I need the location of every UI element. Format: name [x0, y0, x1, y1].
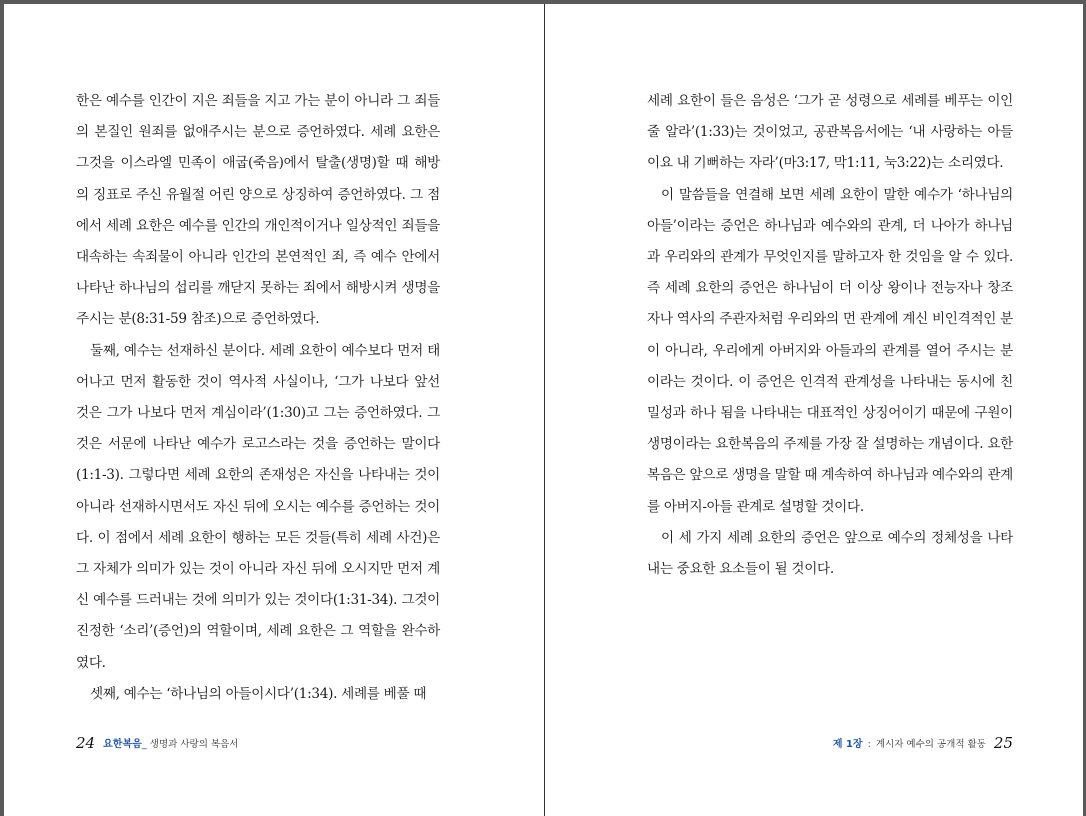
left-page: [4, 4, 544, 816]
paragraph: 세례 요한이 들은 음성은 ‘그가 곧 성령으로 세례를 베푸는 이인 줄 알라’(1:33)는 것이었고, 공관복음서에는 ‘내 사랑하는 아들이요 내 기뻐하는 자라’(마3:17, 막1:11, 눅3:22)는 소리였다.: [647, 93, 1013, 172]
right-page-footer: [833, 734, 1013, 752]
paragraph: 셋째, 예수는 ‘하나님의 아들이시다’(1:34). 세례를 베풀 때: [90, 685, 427, 702]
running-head-book-title: 요한복음: [103, 739, 142, 750]
left-page-body: [76, 86, 440, 710]
running-head-chapter-title: 계시자 예수의 공개적 활동: [875, 739, 986, 750]
paragraph: 둘째, 예수는 선재하신 분이다. 세례 요한이 예수보다 먼저 태어나고 먼저 활동한 것이 역사적 사실이나, ‘그가 나보다 앞선 것은 그가 나보다 먼저 계심이라’(1:30)고 그는 증언하였다. 그것은 서문에 나타난 예수가 로고스라는 것을 증언하는 말이다(1:1-3). 그렇다면 세례 요한의 존재성은 자신을 나타내는 것이 아니라 선재하시면서도 자신 뒤에 오시는 예수를 증언하는 것이다. 이 점에서 세례 요한이 행하는 모든 것들(특히 세례 사건)은 그 자체가 의미가 있는 것이 아니라 자신 뒤에 오시지만 먼저 계신 예수를 드러내는 것에 의미가 있는 것이다(1:31-34). 그것이 진정한 ‘소리’(증언)의 역할이며, 세례 요한은 그 역할을 완수하였다.: [76, 342, 440, 671]
page-number: 25: [993, 734, 1013, 752]
paragraph: 이 말씀들을 연결해 보면 세례 요한이 말한 예수가 ‘하나님의 아들’이라는 증언은 하나님과 예수와의 관계, 더 나아가 하나님과 우리와의 관계가 무엇인지를 말하고자 한 것임을 알 수 있다. 즉 세례 요한의 증언은 하나님이 더 이상 왕이나 전능자나 창조자나 역사의 주관자처럼 우리와의 먼 관계에 계신 비인격적인 분이 아니라, 우리에게 아버지와 아들과의 관계를 열어 주시는 분이라는 것이다. 이 증언은 인격적 관계성을 나타내는 동시에 친밀성과 하나 됨을 나타내는 대표적인 상징어이기 때문에 구원이 생명이라는 요한복음의 주제를 가장 잘 설명하는 개념이다. 요한복음은 앞으로 생명을 말할 때 계속하여 하나님과 예수와의 관계를 아버지-아들 관계로 설명할 것이다.: [647, 186, 1013, 515]
right-page-body: [647, 86, 1013, 585]
running-head-chapter-label: 제 1장: [832, 739, 863, 750]
running-head-colon: :: [867, 739, 871, 750]
right-page: [545, 4, 1083, 816]
paragraph: 이 세 가지 세례 요한의 증언은 앞으로 예수의 정체성을 나타내는 중요한 요소들이 될 것이다.: [647, 529, 1013, 578]
paragraph: 한은 예수를 인간이 지은 죄들을 지고 가는 분이 아니라 그 죄들의 본질인 원죄를 없애주시는 분으로 증언하였다. 세례 요한은 그것을 이스라엘 민족이 애굽(죽음)에서 탈출(생명)할 때 해방의 징표로 주신 유월절 어린 양으로 상징하여 증언하였다. 그 점에서 세례 요한은 예수를 인간의 개인적이거나 일상적인 죄들을 대속하는 속죄물이 아니라 인간의 본연적인 죄, 즉 예수 안에서 나타난 하나님의 섭리를 깨닫지 못하는 죄에서 해방시켜 생명을 주시는 분(8:31-59 참조)으로 증언하였다.: [76, 93, 440, 328]
page-number: 24: [76, 734, 96, 752]
left-page-footer: [76, 734, 238, 752]
running-head-separator: _: [141, 739, 147, 750]
running-head-subtitle: 생명과 사랑의 복음서: [149, 739, 239, 750]
